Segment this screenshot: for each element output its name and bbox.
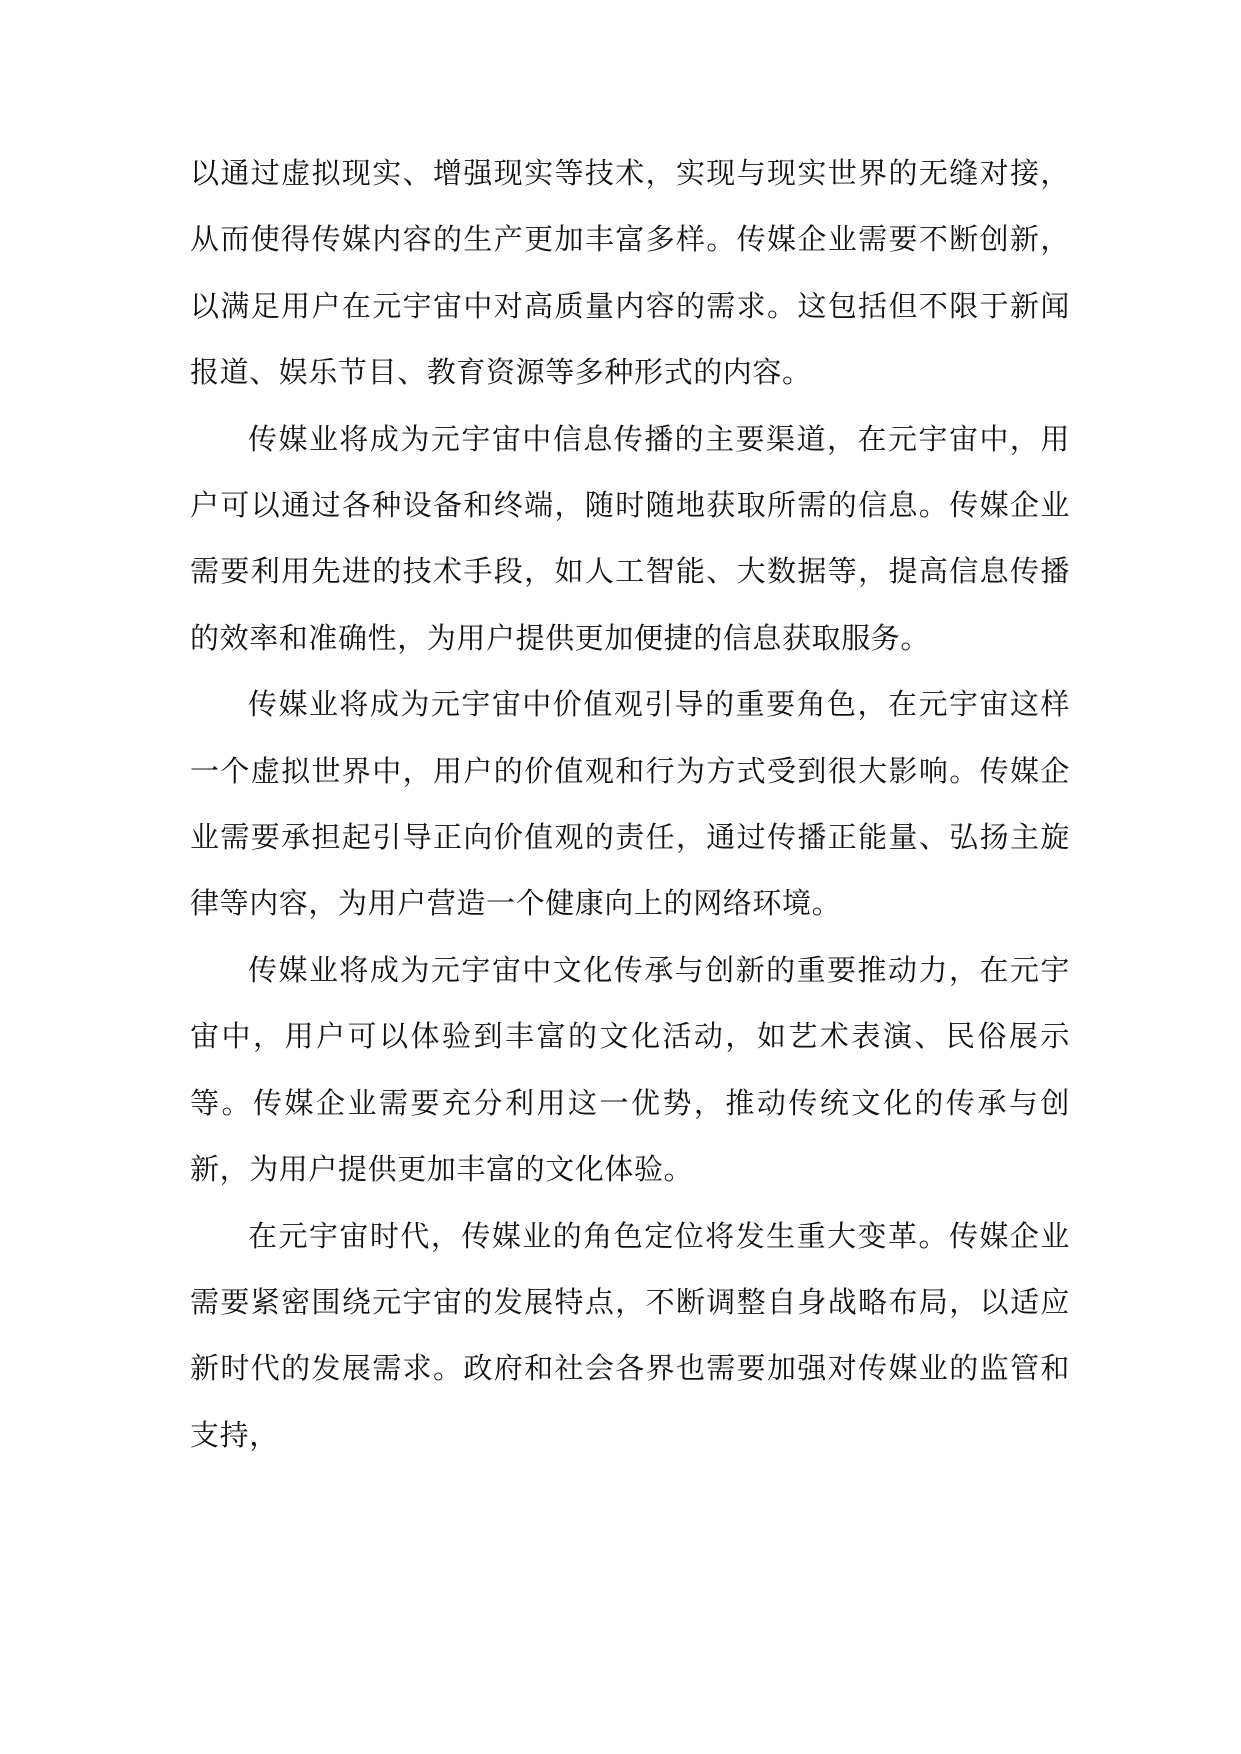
paragraph-continuation: 以通过虚拟现实、增强现实等技术，实现与现实世界的无缝对接，从而使得传媒内容的生产更加丰富多样。传媒企业需要不断创新，以满足用户在元宇宙中对高质量内容的需求。这包括但不限于新闻报道、娱乐节目、教育资源等多种形式的内容。 [190, 156, 1070, 390]
paragraph-value-guidance: 传媒业将成为元宇宙中价值观引导的重要角色，在元宇宙这样一个虚拟世界中，用户的价值观和行为方式受到很大影响。传媒企业需要承担起引导正向价值观的责任，通过传播正能量、弘扬主旋律等内容，为用户营造一个健康向上的网络环境。 [190, 687, 1070, 921]
document-body [190, 140, 1070, 1468]
paragraph-information-channel: 传媒业将成为元宇宙中信息传播的主要渠道，在元宇宙中，用户可以通过各种设备和终端，随时随地获取所需的信息。传媒企业需要利用先进的技术手段，如人工智能、大数据等，提高信息传播的效率和准确性，为用户提供更加便捷的信息获取服务。 [190, 421, 1070, 655]
paragraph-role-transformation: 在元宇宙时代，传媒业的角色定位将发生重大变革。传媒企业需要紧密围绕元宇宙的发展特点，不断调整自身战略布局，以适应新时代的发展需求。政府和社会各界也需要加强对传媒业的监管和支持， [190, 1218, 1070, 1452]
paragraph-cultural-heritage: 传媒业将成为元宇宙中文化传承与创新的重要推动力，在元宇宙中，用户可以体验到丰富的文化活动，如艺术表演、民俗展示等。传媒企业需要充分利用这一优势，推动传统文化的传承与创新，为用户提供更加丰富的文化体验。 [190, 952, 1070, 1187]
